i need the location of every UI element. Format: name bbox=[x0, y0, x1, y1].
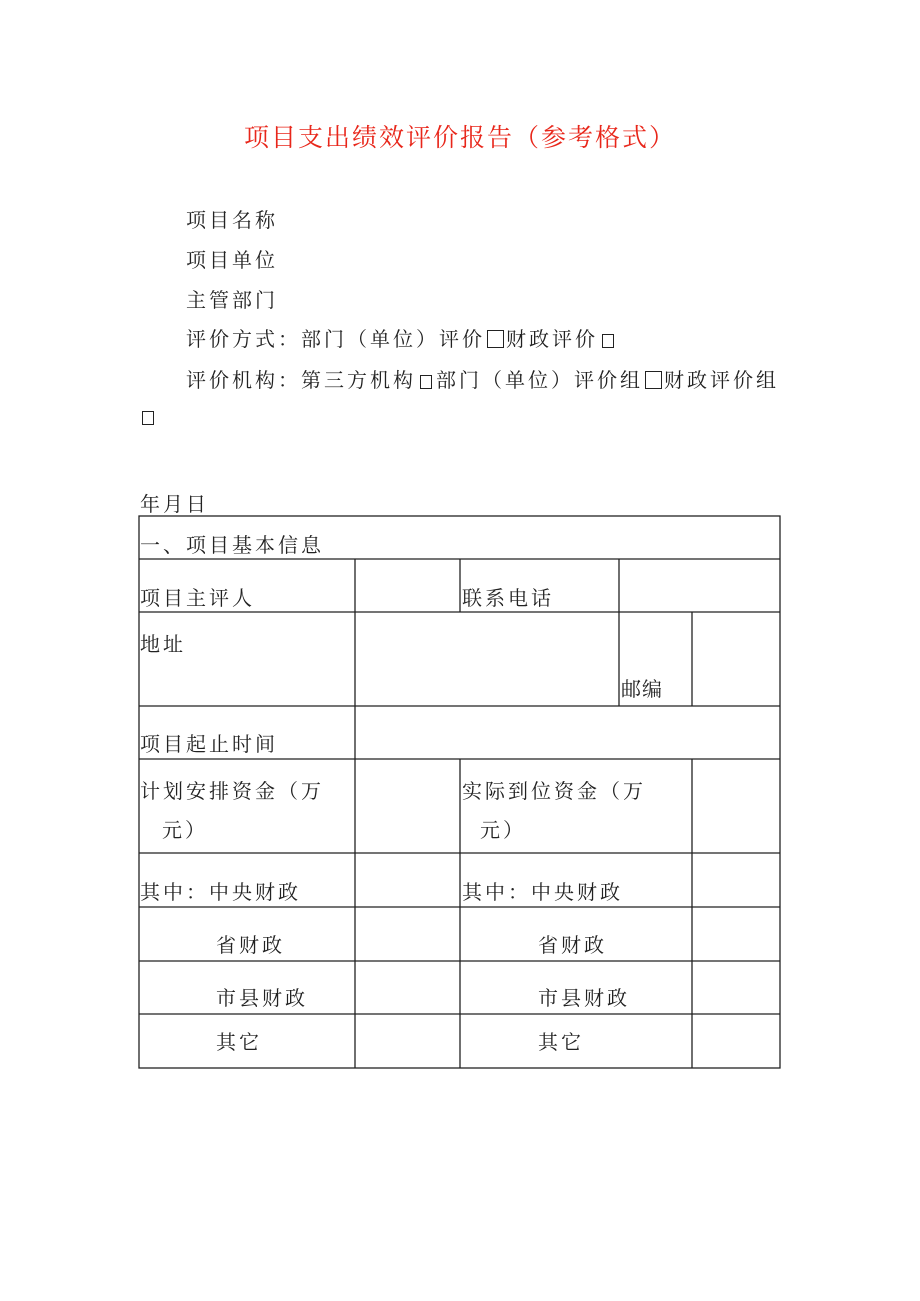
address-label: 地址 bbox=[140, 632, 186, 656]
other-left-label: 其它 bbox=[216, 1030, 262, 1054]
start-end-time-label: 项目起止时间 bbox=[140, 732, 278, 756]
checkbox-finance-group[interactable] bbox=[142, 411, 154, 425]
project-unit-label: 项目单位 bbox=[186, 248, 278, 272]
eval-org-line-continued bbox=[140, 404, 158, 428]
eval-org-option-third-party: 第三方机构 bbox=[301, 368, 416, 392]
managing-dept-label: 主管部门 bbox=[186, 288, 278, 312]
date-line: 年月日 bbox=[140, 492, 209, 516]
central-finance-left-label: 其中：中央财政 bbox=[140, 880, 301, 904]
project-name-label: 项目名称 bbox=[186, 208, 278, 232]
actual-funds-label-line2: 元） bbox=[480, 818, 526, 842]
central-finance-right-label: 其中：中央财政 bbox=[462, 880, 623, 904]
checkbox-third-party[interactable] bbox=[420, 375, 432, 389]
eval-org-option-finance-group: 财政评价组 bbox=[664, 368, 779, 392]
other-right-label: 其它 bbox=[538, 1030, 584, 1054]
planned-funds-label-line2: 元） bbox=[162, 818, 208, 842]
section-header: 一、项目基本信息 bbox=[140, 533, 324, 557]
provincial-finance-left-label: 省财政 bbox=[216, 933, 285, 957]
checkbox-finance-eval[interactable] bbox=[602, 334, 614, 348]
eval-org-line bbox=[186, 364, 779, 393]
contact-phone-label: 联系电话 bbox=[462, 586, 554, 610]
city-county-finance-right-label: 市县财政 bbox=[538, 986, 630, 1010]
postcode-label: 邮编 bbox=[621, 677, 663, 701]
checkbox-dept-eval[interactable] bbox=[487, 330, 504, 348]
eval-method-option-dept: 部门（单位）评价 bbox=[301, 327, 485, 351]
provincial-finance-right-label: 省财政 bbox=[538, 933, 607, 957]
eval-method-line bbox=[186, 323, 618, 352]
actual-funds-label-line1: 实际到位资金（万 bbox=[462, 779, 646, 803]
eval-method-label: 评价方式： bbox=[186, 327, 301, 351]
city-county-finance-left-label: 市县财政 bbox=[216, 986, 308, 1010]
eval-org-label: 评价机构： bbox=[186, 368, 301, 392]
eval-method-option-finance: 财政评价 bbox=[506, 327, 598, 351]
page-title: 项目支出绩效评价报告（参考格式） bbox=[243, 123, 676, 152]
eval-org-option-dept-group: 部门（单位）评价组 bbox=[436, 368, 643, 392]
planned-funds-label-line1: 计划安排资金（万 bbox=[140, 779, 324, 803]
checkbox-dept-group[interactable] bbox=[645, 371, 662, 389]
lead-evaluator-label: 项目主评人 bbox=[140, 586, 255, 610]
